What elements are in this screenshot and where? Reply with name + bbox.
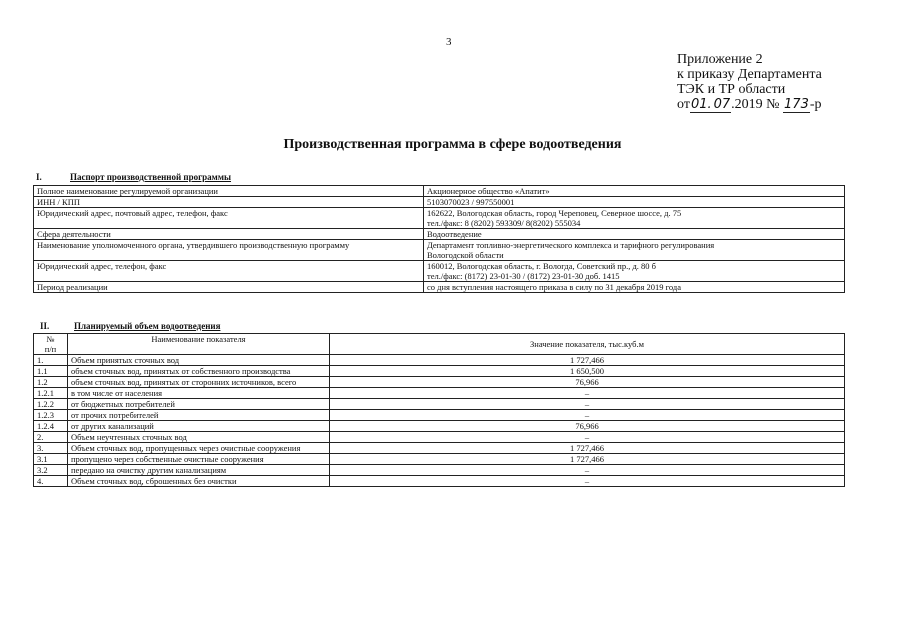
header-number [34,334,68,355]
order-suffix: -р [809,97,822,112]
row-number: 1.2.4 [34,421,68,432]
volume-row [34,443,845,454]
passport-value-line-2: тел./факс: (8172) 23-01-30 / (8172) 23-01-30 доб. 1415 [427,271,620,281]
passport-label: Юридический адрес, почтовый адрес, телефон, факс [34,208,424,229]
passport-row [34,186,845,197]
page-number: 3 [446,36,452,48]
passport-label: Наименование уполномоченного органа, утвердившего производственную программу [34,240,424,261]
order-number: 173 [784,97,809,112]
passport-row [34,282,845,293]
row-name: Объем принятых сточных вод [68,355,330,366]
row-name: объем сточных вод, принятых от собственного производства [68,366,330,377]
row-name: от бюджетных потребителей [68,399,330,410]
row-value: – [330,399,845,410]
row-name: от других канализаций [68,421,330,432]
row-name: Объем сточных вод, пропущенных через очистные сооружения [68,443,330,454]
row-name: объем сточных вод, принятых от сторонних источников, всего [68,377,330,388]
volume-row [34,355,845,366]
volume-header-row [34,334,845,355]
row-number: 1.2 [34,377,68,388]
row-number: 1. [34,355,68,366]
passport-label: Сфера деятельности [34,229,424,240]
row-name: передано на очистку другим канализациям [68,465,330,476]
row-value: 1 727,466 [330,355,845,366]
row-value: 1 727,466 [330,443,845,454]
passport-value [424,197,845,208]
passport-row [34,208,845,229]
appendix-line-2: к приказу Департамента [677,67,822,82]
volume-row [34,454,845,465]
header-value: Значение показателя, тыс.куб.м [330,334,845,355]
volume-row [34,476,845,487]
passport-row [34,240,845,261]
date-year: .2019 № [731,97,780,112]
header-number-line1: № [46,334,55,344]
passport-value [424,282,845,293]
passport-value-line-2: Вологодской области [427,250,504,260]
appendix-line-3: ТЭК и ТР области [677,82,786,97]
passport-value-line: Водоотведение [427,229,482,239]
row-value: – [330,388,845,399]
row-number: 1.2.2 [34,399,68,410]
section-2-number: II. [40,321,50,331]
row-number: 1.2.3 [34,410,68,421]
volume-row [34,388,845,399]
row-value: – [330,476,845,487]
date-day: 01. [690,97,712,112]
row-number: 1.1 [34,366,68,377]
row-number: 1.2.1 [34,388,68,399]
section-1-number: I. [36,172,42,182]
row-name: от прочих потребителей [68,410,330,421]
passport-value [424,261,845,282]
row-value: 1 727,466 [330,454,845,465]
volume-row [34,399,845,410]
volume-row [34,421,845,432]
passport-label: Период реализации [34,282,424,293]
passport-value-line-2: тел./факс: 8 (8202) 593309/ 8(8202) 555034 [427,218,581,228]
row-value: 76,966 [330,377,845,388]
passport-row [34,261,845,282]
passport-row [34,197,845,208]
row-value: – [330,410,845,421]
passport-value-line: Департамент топливно-энергетического комплекса и тарифного регулирования [427,240,715,250]
section-2-title: Планируемый объем водоотведения [74,321,221,331]
passport-row [34,229,845,240]
row-number: 3. [34,443,68,454]
date-prefix: от [677,97,690,112]
passport-value [424,229,845,240]
row-number: 4. [34,476,68,487]
section-1-heading [36,172,231,182]
passport-value-line: Акционерное общество «Апатит» [427,186,550,196]
passport-label: ИНН / КПП [34,197,424,208]
passport-value-line: 162622, Вологодская область, город Череповец, Северное шоссе, д. 75 [427,208,682,218]
passport-value [424,240,845,261]
row-name: Объем сточных вод, сброшенных без очистки [68,476,330,487]
header-number-line2: п/п [44,344,57,354]
row-number: 3.1 [34,454,68,465]
row-name: пропущено через собственные очистные сооружения [68,454,330,465]
passport-value [424,208,845,229]
volume-row [34,366,845,377]
row-name: Объем неучтенных сточных вод [68,432,330,443]
row-value: – [330,432,845,443]
document-title: Производственная программа в сфере водоотведения [283,137,622,152]
row-number: 2. [34,432,68,443]
passport-label: Полное наименование регулируемой организации [34,186,424,197]
appendix-block [677,52,822,112]
volume-row [34,432,845,443]
row-value: 1 650,500 [330,366,845,377]
appendix-line-1: Приложение 2 [677,52,763,67]
volume-row [34,377,845,388]
volume-row [34,465,845,476]
row-value: – [330,465,845,476]
passport-label: Юридический адрес, телефон, факс [34,261,424,282]
row-number: 3.2 [34,465,68,476]
section-1-title: Паспорт производственной программы [70,172,231,182]
row-value: 76,966 [330,421,845,432]
passport-value [424,186,845,197]
passport-value-line: со дня вступления настоящего приказа в силу по 31 декабря 2019 года [427,282,681,292]
header-name: Наименование показателя [68,334,330,355]
volume-table [33,333,845,487]
passport-table [33,185,845,293]
row-name: в том числе от населения [68,388,330,399]
date-month: 07 [713,97,731,112]
section-2-heading [40,321,220,331]
appendix-date-line [677,97,822,112]
passport-value-line: 160012, Вологодская область, г. Вологда, Советский пр., д. 80 б [427,261,657,271]
passport-value-line: 5103070023 / 997550001 [427,197,515,207]
volume-row [34,410,845,421]
